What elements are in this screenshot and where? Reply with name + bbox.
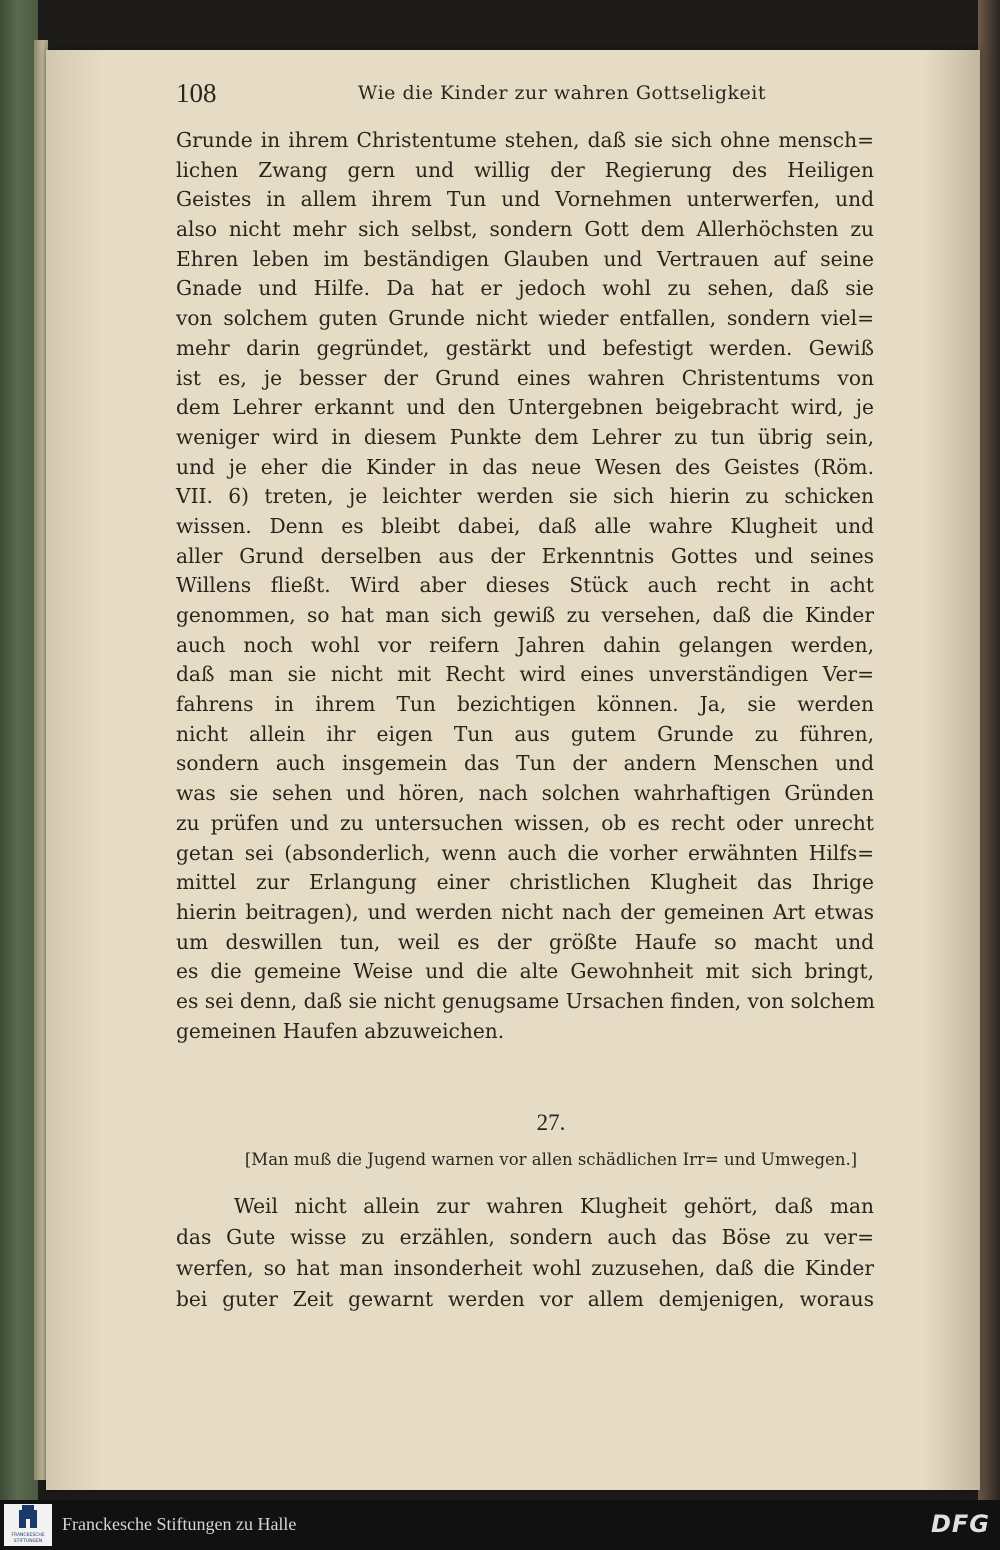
text-line: mehr darin gegründet, gestärkt und befestigt werden. Gewiß — [176, 335, 874, 360]
text-line: getan sei (absonderlich, wenn auch die vorher erwähnten Hilfs= — [176, 840, 874, 865]
text-line: dem Lehrer erkannt und den Untergebnen beigebracht wird, je — [176, 395, 874, 420]
book-cover-edge — [0, 0, 38, 1500]
franckesche-stiftungen-logo[interactable] — [4, 1504, 52, 1546]
text-line: werfen, so hat man insonderheit wohl zuzusehen, daß die Kinder — [176, 1256, 874, 1280]
text-line: um deswillen tun, weil es der größte Haufe so macht und — [176, 929, 874, 954]
dfg-logo[interactable]: DFG — [930, 1510, 990, 1538]
text-line: sondern auch insgemein das Tun der andern Menschen und — [176, 751, 874, 776]
text-line: lichen Zwang gern und willig der Regierung des Heiligen — [176, 157, 874, 182]
text-line: Willens fließt. Wird aber dieses Stück auch recht in acht — [176, 573, 874, 598]
text-line: Grunde in ihrem Christentume stehen, daß sie sich ohne mensch= — [176, 128, 874, 152]
text-line: hierin beitragen), und werden nicht nach der gemeinen Art etwas — [176, 899, 874, 924]
text-line: Geistes in allem ihrem Tun und Vornehmen unterwerfen, und — [176, 187, 874, 212]
body-text — [176, 126, 874, 1046]
text-line: daß man sie nicht mit Recht wird eines unverständigen Ver= — [176, 662, 874, 687]
text-line: das Gute wisse zu erzählen, sondern auch das Böse zu ver= — [176, 1225, 874, 1249]
text-line: mittel zur Erlangung einer christlichen Klugheit das Ihrige — [176, 870, 874, 895]
text-line: VII. 6) treten, je leichter werden sie sich hierin zu schicken — [176, 484, 874, 509]
text-line: auch noch wohl vor reifern Jahren dahin gelangen werden, — [176, 632, 874, 657]
text-line: fahrens in ihrem Tun bezichtigen können. Ja, sie werden — [176, 692, 874, 717]
text-line: nicht allein ihr eigen Tun aus gutem Grunde zu führen, — [176, 721, 874, 746]
section-number: 27. — [536, 1110, 566, 1135]
text-line: zu prüfen und zu untersuchen wissen, ob es recht oder unrecht — [176, 810, 874, 835]
section-heading: [Man muß die Jugend warnen vor allen schädlichen Irr= und Umwegen.] — [244, 1150, 858, 1169]
text-line: aller Grund derselben aus der Erkenntnis Gottes und seines — [176, 543, 874, 568]
running-head: Wie die Kinder zur wahren Gottseligkeit — [357, 82, 766, 104]
text-line: wissen. Denn es bleibt dabei, daß alle wahre Klugheit und — [176, 513, 874, 538]
text-line: bei guter Zeit gewarnt werden vor allem demjenigen, woraus — [176, 1287, 874, 1311]
viewer-footer — [0, 1500, 1000, 1550]
text-line: weniger wird in diesem Punkte dem Lehrer zu tun übrig sein, — [176, 424, 874, 449]
building-icon — [19, 1510, 37, 1528]
institution-link[interactable]: Franckesche Stiftungen zu Halle — [62, 1514, 297, 1534]
text-line: ist es, je besser der Grund eines wahren Christentums von — [176, 365, 874, 390]
book-gutter — [978, 0, 1000, 1500]
text-line: Weil nicht allein zur wahren Klugheit gehört, daß man — [234, 1194, 874, 1218]
section-body-text — [176, 1191, 874, 1315]
text-line: und je eher die Kinder in das neue Wesen des Geistes (Röm. — [176, 454, 874, 479]
page-number: 108 — [176, 78, 217, 108]
text-line: Gnade und Hilfe. Da hat er jedoch wohl zu sehen, daß sie — [176, 276, 874, 301]
text-line: gemeinen Haufen abzuweichen. — [176, 1018, 505, 1043]
text-line: von solchem guten Grunde nicht wieder entfallen, sondern viel= — [176, 306, 874, 331]
text-line: was sie sehen und hören, nach solchen wahrhaftigen Gründen — [176, 781, 874, 806]
text-line: genommen, so hat man sich gewiß zu versehen, daß die Kinder — [176, 603, 874, 627]
page-header — [176, 78, 766, 112]
logo-text-line2: STIFTUNGEN — [13, 1539, 43, 1544]
logo-text-line1: FRANCKESCHE — [11, 1533, 45, 1538]
text-line: es die gemeine Weise und die alte Gewohnheit mit sich bringt, — [176, 959, 874, 984]
text-line: also nicht mehr sich selbst, sondern Gott dem Allerhöchsten zu — [176, 217, 874, 242]
text-line: Ehren leben im beständigen Glauben und Vertrauen auf seine — [176, 246, 874, 271]
text-line: es sei denn, daß sie nicht genugsame Ursachen finden, von solchem — [176, 988, 875, 1013]
